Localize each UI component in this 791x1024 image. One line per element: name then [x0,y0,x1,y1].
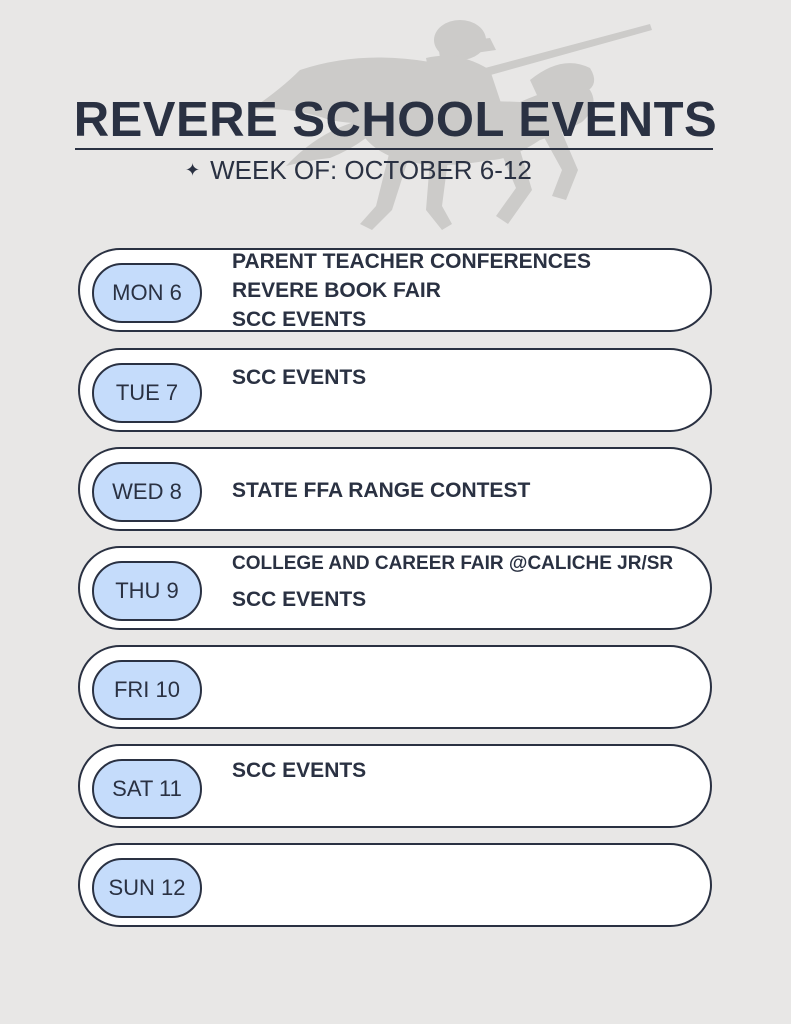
event-item: SCC EVENTS [232,366,367,389]
event-item: STATE FFA RANGE CONTEST [232,479,531,502]
day-row-tue [78,348,712,432]
week-label [185,155,532,186]
day-row-fri [78,645,712,729]
day-row-thu [78,546,712,630]
day-row-sun [78,843,712,927]
day-row-sat [78,744,712,828]
day-badge: MON 6 [92,263,202,323]
page-title: REVERE SCHOOL EVENTS [73,93,718,147]
title-underline [75,148,713,150]
event-item: COLLEGE AND CAREER FAIR @CALICHE JR/SR [232,553,674,574]
day-badge: FRI 10 [92,660,202,720]
day-badge: SAT 11 [92,759,202,819]
day-row-wed [78,447,712,531]
day-badge: WED 8 [92,462,202,522]
event-item: SCC EVENTS [232,759,367,782]
event-item: PARENT TEACHER CONFERENCES [232,250,591,273]
day-badge: THU 9 [92,561,202,621]
day-row-mon [78,248,712,332]
day-badge: SUN 12 [92,858,202,918]
event-item: SCC EVENTS [232,588,367,611]
day-badge: TUE 7 [92,363,202,423]
sparkle-icon: ✦ [185,160,201,180]
event-item: SCC EVENTS [232,308,367,331]
event-item: REVERE BOOK FAIR [232,279,441,302]
week-label-text: WEEK OF: OCTOBER 6-12 [210,155,532,185]
